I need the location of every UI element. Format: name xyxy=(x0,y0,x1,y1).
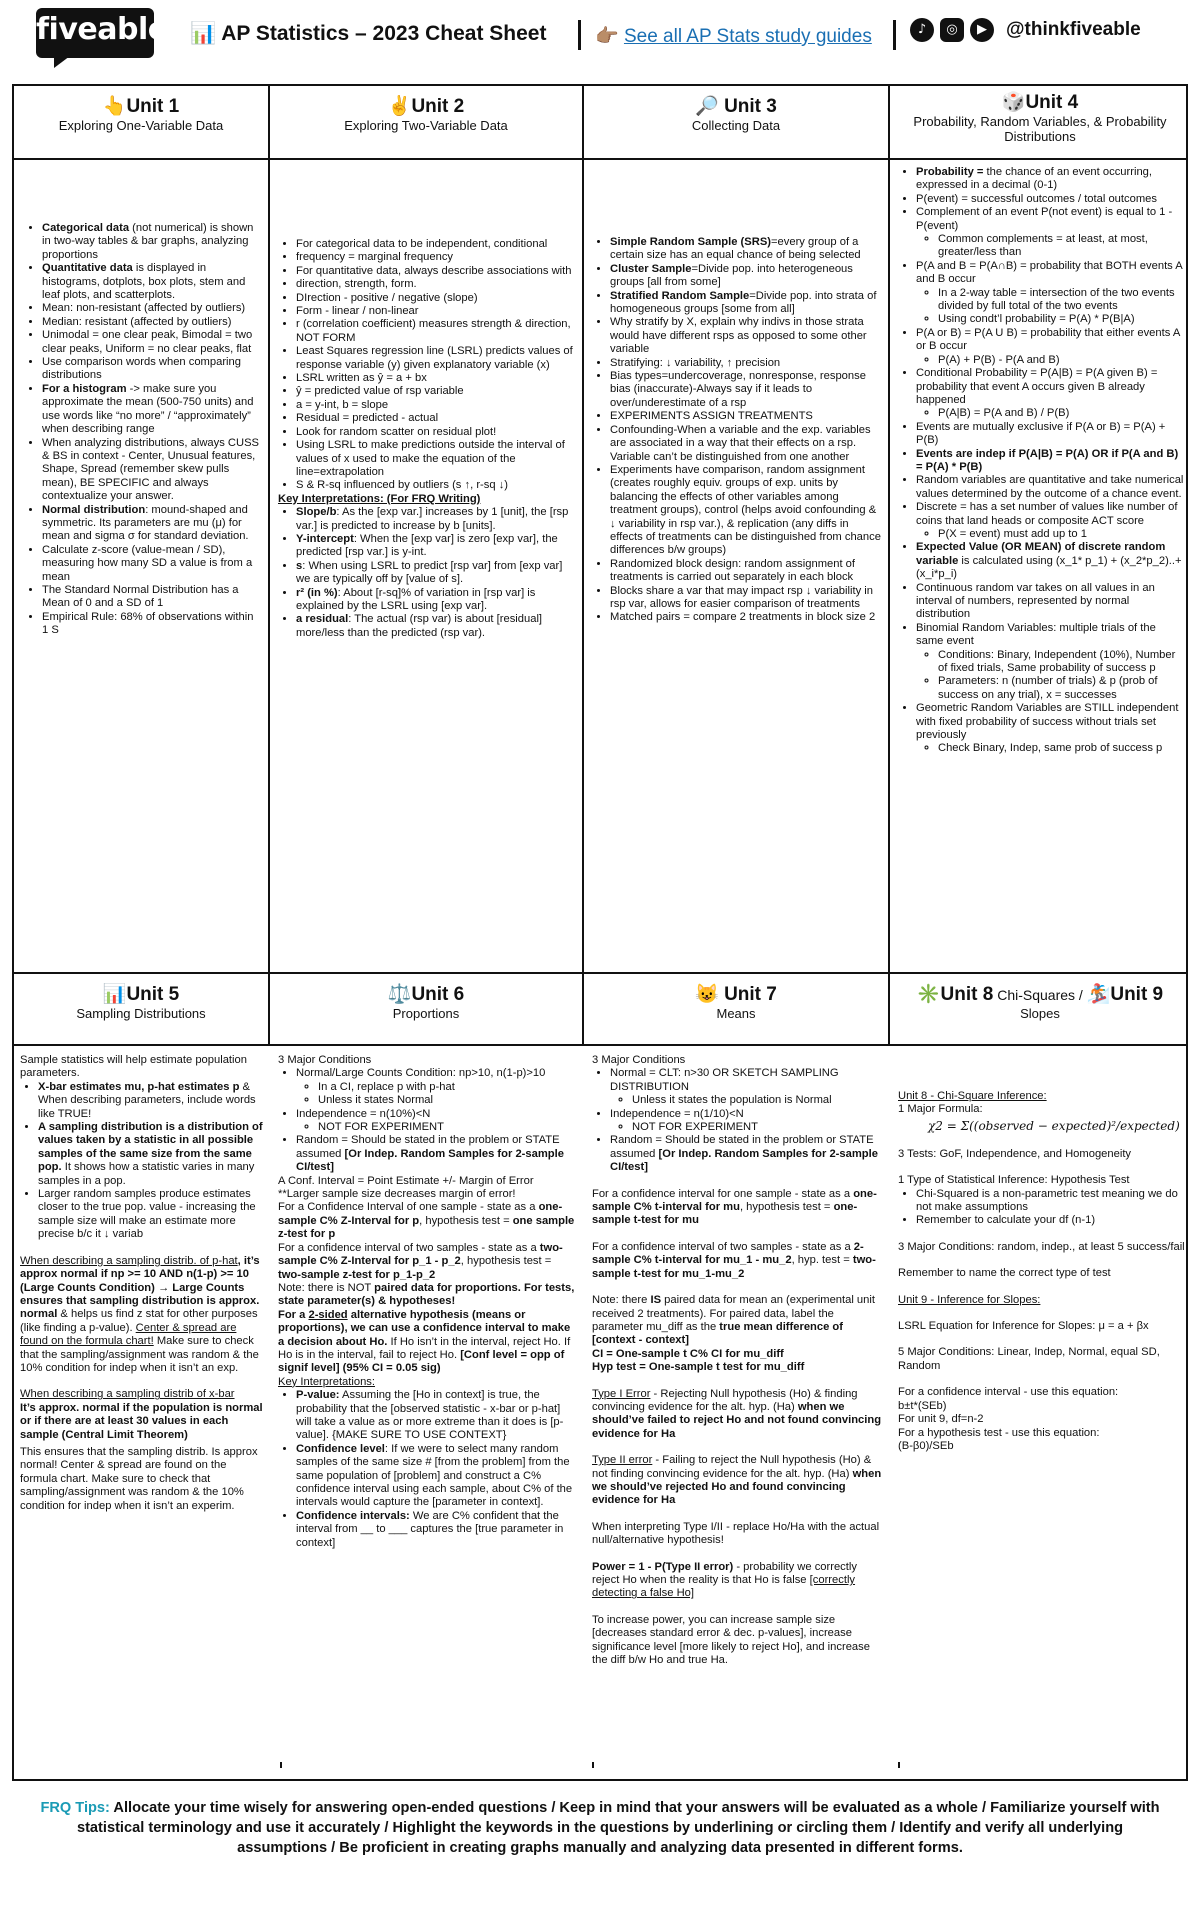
list-item: • Stratified Random Sample=Divide pop. into strata of homogeneous groups [some from all] xyxy=(610,290,882,317)
unit1-title: 👆Unit 1 xyxy=(102,96,180,117)
unit7-header xyxy=(584,984,888,1021)
instagram-icon[interactable]: ◎ xyxy=(940,18,964,42)
list-item: • EXPERIMENTS ASSIGN TREATMENTS xyxy=(610,410,882,423)
list-item: • Independence = n(10%)<N ◦ NOT FOR EXPERIMENT xyxy=(296,1108,576,1135)
list-item: • Normal = CLT: n>30 OR SKETCH SAMPLING DISTRIBUTION ◦ Unless it states the population is Normal xyxy=(610,1067,882,1107)
list-item: • LSRL written as ŷ = a + bx xyxy=(296,372,576,385)
row-divider xyxy=(14,972,1186,974)
list-item: • Confounding-When a variable and the exp. variables are associated in a way that their effects on a rsp. Variable can’t be distinguished from one another xyxy=(610,424,882,464)
list-item: • Events are mutually exclusive if P(A or B) = P(A) + P(B) xyxy=(916,421,1186,448)
list-item: • Expected Value (OR MEAN) of discrete random variable is calculated using (x_1* p_1) + (x_2*p_2)..+(x_i*p_i) xyxy=(916,541,1186,581)
unit9-lsrl: LSRL Equation for Inference for Slopes: μ = a + βx xyxy=(898,1320,1149,1333)
unit2-interpretations-list xyxy=(278,506,576,640)
list-item: • P(A and B = P(A∩B) = probability that BOTH events A and B occur ◦ In a 2-way table = intersection of the two events divided by full total of the two events ◦ Using condt’l probability = P(A) * P(B|A) xyxy=(916,260,1186,327)
list-item: • Conditional Probability = P(A|B) = P(A given B) = probability that event A occurs given B already happened ◦ P(A|B) = P(A and B) / P(B) xyxy=(916,367,1186,421)
col-divider-1a xyxy=(268,86,270,972)
list-item: • P-value: Assuming the [Ho in context] is true, the probability that the [observed statistic - x-bar or p-hat] will take a value as or more extreme than it does is [p-value]. {MAKE SURE TO USE CONTEXT} xyxy=(296,1389,576,1443)
list-item: • Using LSRL to make predictions outside the interval of values of x used to make the equation of the line=extrapolation xyxy=(296,439,576,479)
unit2-subtitle: Exploring Two-Variable Data xyxy=(344,118,508,133)
unit1-header xyxy=(14,96,268,133)
list-item: • ŷ = predicted value of rsp variable xyxy=(296,385,576,398)
unit9-title: 🏂Unit 9 xyxy=(1086,984,1164,1005)
list-item: • The Standard Normal Distribution has a Mean of 0 and a SD of 1 xyxy=(42,584,262,611)
unit2-key-interpretations: Key Interpretations: (For FRQ Writing) xyxy=(278,492,481,505)
list-item: • Look for random scatter on residual plot! xyxy=(296,426,576,439)
list-item: • Matched pairs = compare 2 treatments in block size 2 xyxy=(610,611,882,624)
unit8-title: ✳️Unit 8 xyxy=(916,984,994,1005)
list-item: • Normal distribution: mound-shaped and symmetric. Its parameters are mu (μ) for mean and sigma σ for standard deviation. xyxy=(42,504,262,544)
list-item: • Cluster Sample=Divide pop. into heterogeneous groups [all from some] xyxy=(610,263,882,290)
chi-square-formula: χ2 = Σ((observed − expected)²/expected) xyxy=(928,1118,1180,1133)
unit5-xbar-heading: When describing a sampling distrib of x-bar xyxy=(20,1388,235,1401)
page-header xyxy=(0,0,1200,84)
list-item: • Categorical data (not numerical) is shown in two-way tables & bar graphs, analyzing proportions xyxy=(42,222,262,262)
unit8-tests: 3 Tests: GoF, Independence, and Homogeneity xyxy=(898,1147,1132,1160)
list-item: • Events are indep if P(A|B) = P(A) OR if P(A and B) = P(A) * P(B) xyxy=(916,448,1186,475)
list-item: • frequency = marginal frequency xyxy=(296,251,576,264)
list-item: • Y-intercept: When the [exp var] is zero [exp var], the predicted [rsp var.] is y-int. xyxy=(296,533,576,560)
list-item: ◦ P(A) + P(B) - P(A and B) xyxy=(938,354,1186,367)
cheat-sheet-grid xyxy=(12,84,1188,1781)
list-item: ◦ NOT FOR EXPERIMENT xyxy=(318,1121,576,1134)
unit8-9-header xyxy=(890,984,1190,1021)
list-item: • Use comparison words when comparing distributions xyxy=(42,356,262,383)
list-item: • a residual: The actual (rsp var) is about [residual] more/less than the predicted (rsp var). xyxy=(296,613,576,640)
unit7-power: Power = 1 - P(Type II error) - probability we correctly reject Ho when the reality is that Ho is false [correctly detecting a false Ho] xyxy=(592,1560,857,1600)
list-item: • Quantitative data is displayed in histograms, dotplots, box plots, stem and leaf plots, and scatterplots. xyxy=(42,262,262,302)
list-item: ◦ Common complements = at least, at most, greater/less than xyxy=(938,233,1186,260)
divider-tick xyxy=(898,1762,900,1768)
unit6-key-heading: Key Interpretations: xyxy=(278,1375,376,1388)
list-item: • Empirical Rule: 68% of observations within 1 S xyxy=(42,611,262,638)
list-item: ◦ NOT FOR EXPERIMENT xyxy=(632,1121,882,1134)
col-divider-3a xyxy=(888,86,890,972)
page-title: 📊 AP Statistics – 2023 Cheat Sheet xyxy=(190,22,547,45)
unit9-test-heading: For a hypothesis test - use this equation: xyxy=(898,1426,1100,1439)
list-item: • P(event) = successful outcomes / total outcomes xyxy=(916,193,1186,206)
unit7-title: 😺 Unit 7 xyxy=(695,984,777,1005)
pointing-hand-icon: 👉🏽 xyxy=(595,26,619,47)
unit2-header xyxy=(270,96,582,133)
frq-tips xyxy=(30,1798,1170,1858)
list-item: • Binomial Random Variables: multiple trials of the same event ◦ Conditions: Binary, Independent (10%), Number of fixed trials, Same probability of success p ◦ Parameters: n (number of trials) & p (prob of success on any trial), x = successes xyxy=(916,622,1186,702)
list-item: • s: When using LSRL to predict [rsp var] from [exp var] we are typically off by [value of s]. xyxy=(296,560,576,587)
list-item: ◦ Unless it states the population is Normal xyxy=(632,1094,882,1107)
unit6-two-sided: For a 2-sided alternative hypothesis (means or proportions), we can use a confidence interval to make a decision about Ho. If Ho isn’t in the interval, reject Ho. If Ho is in the interval, fail to reject Ho. [Conf level = opp of signif level] (95% CI = 0.05 sig) xyxy=(278,1308,571,1375)
unit5-list xyxy=(20,1081,264,1242)
list-item: • Least Squares regression line (LSRL) predicts values of response variable (y) given explanatory variable (x) xyxy=(296,345,576,372)
frq-tips-label: FRQ Tips: xyxy=(40,1800,110,1816)
list-item: • Normal/Large Counts Condition: np>10, n(1-p)>10 ◦ In a CI, replace p with p-hat ◦ Unless it states Normal xyxy=(296,1067,576,1107)
list-item: • For a histogram -> make sure you approximate the mean (500-750 units) and use words like “no more” / “approximately” when describing range xyxy=(42,383,262,437)
unit7-type2: Type II error - Failing to reject the Null hypothesis (Ho) & not finding convincing evidence for the alt. hyp. (Ha) when we should’ve rejected Ho and found convincing evidence for Ha xyxy=(592,1454,882,1507)
list-item: • Independence = n(1/10)<N ◦ NOT FOR EXPERIMENT xyxy=(610,1108,882,1135)
unit6-note: Note: there is NOT paired data for proportions. For tests, state parameter(s) & hypotheses! xyxy=(278,1281,575,1308)
guides-link-container xyxy=(595,24,872,48)
unit7-conditions-list xyxy=(592,1067,882,1174)
list-item: • Chi-Squared is a non-parametric test meaning we do not make assumptions xyxy=(916,1188,1186,1215)
unit5-xbar-text: This ensures that the sampling distrib. Is approx normal! Center & spread are found on the formula chart. Make sure to check that sampling/assignment was random & the 10% condition for indep when it isn’t an experim. xyxy=(20,1445,258,1512)
list-item: • direction, strength, form. xyxy=(296,278,576,291)
unit3-list xyxy=(592,236,882,625)
unit5-phat-paragraph: When describing a sampling distrib. of p-hat, it’s approx normal if np >= 10 AND n(1-p) >= 10 (Large Counts Condition) → Large Counts ensures that sampling distribution is approx. normal & helps us find z stat for other purposes (like finding a p-value). Center & spread are found on the formula chart! Make sure to check that the sampling/assignment was random & the 10% condition for indep when it isn’t an exp. xyxy=(20,1254,260,1374)
frq-tips-text: Allocate your time wisely for answering open-ended questions / Keep in mind that your answers will be evaluated as a whole / Familiarize yourself with statistical terminology and use it accurately / Highlight the keywords in the questions by underlining or circling them / Identify and verify all underlying assumptions / Be proficient in creating graphs manually and analyzing data presented in different forms. xyxy=(76,1800,1160,1856)
list-item: • Complement of an event P(not event) is equal to 1 - P(event) ◦ Common complements = at least, at most, greater/less than xyxy=(916,206,1186,260)
unit6-one-sample: For a Confidence Interval of one sample - state as a one-sample C% Z-Interval for p, hypothesis test = one sample z-test for p xyxy=(278,1201,575,1241)
unit8-formula-heading: 1 Major Formula: xyxy=(898,1103,983,1116)
unit5-title: 📊Unit 5 xyxy=(102,984,180,1005)
list-item: • Blocks share a var that may impact rsp ↓ variability in rsp var, allows for easier comparison of treatments xyxy=(610,585,882,612)
unit7-subtitle: Means xyxy=(716,1006,756,1021)
list-item: • Confidence intervals: We are C% confident that the interval from __ to ___ captures the [true parameter in context] xyxy=(296,1510,576,1550)
list-item: • Confidence level: If we were to select many random samples of the same size # [from the problem] from the same population of [problem] and construct a C% confidence interval using each sample, about C% of the intervals would capture the [parameter in context]. xyxy=(296,1443,576,1510)
unit7-paired-note: Note: there IS paired data for mean an (experimental unit received 2 treatments). For paired data, label the parameter mu_diff as the true mean difference of [context - context] xyxy=(592,1294,875,1347)
unit7-one-sample: For a confidence interval for one sample - state as a one-sample C% t-interval for mu, hypothesis test = one-sample t-test for mu xyxy=(592,1187,877,1227)
list-item: ◦ Using condt’l probability = P(A) * P(B|A) xyxy=(938,313,1186,326)
list-item: • Form - linear / non-linear xyxy=(296,305,576,318)
unit9-df: For unit 9, df=n-2 xyxy=(898,1413,984,1426)
list-item: • For categorical data to be independent, conditional xyxy=(296,238,576,251)
list-item: • P(A or B) = P(A U B) = probability that either events A or B occur ◦ P(A) + P(B) - P(A and B) xyxy=(916,327,1186,367)
unit1-subtitle: Exploring One-Variable Data xyxy=(58,118,224,133)
unit6-conditions-heading: 3 Major Conditions xyxy=(278,1054,372,1066)
unit5-xbar-bold: It’s approx. normal if the population is normal or if there are at least 30 values in each sample (Central Limit Theorem) xyxy=(20,1401,263,1441)
list-item: • Mean: non-resistant (affected by outliers) xyxy=(42,302,262,315)
list-item: • Random variables are quantitative and take numerical values determined by the outcome of a chance event. xyxy=(916,474,1186,501)
unit2-list xyxy=(278,238,576,493)
list-item: • Stratifying: ↓ variability, ↑ precision xyxy=(610,357,882,370)
unit8-list xyxy=(898,1188,1186,1228)
list-item: • For quantitative data, always describe associations with xyxy=(296,265,576,278)
list-item: ◦ Unless it states Normal xyxy=(318,1094,576,1107)
unit5-content xyxy=(20,1054,264,1774)
row1-header-divider xyxy=(14,158,1186,160)
unit8-conditions: 3 Major Conditions: random, indep., at least 5 success/fail xyxy=(898,1240,1185,1253)
unit8-remember: Remember to name the correct type of test xyxy=(898,1267,1111,1280)
list-item: ◦ Conditions: Binary, Independent (10%), Number of fixed trials, Same probability of success p xyxy=(938,649,1186,676)
list-item: ◦ P(X = event) must add up to 1 xyxy=(938,528,1186,541)
unit9-ci-equation: b±t*(SEb) xyxy=(898,1399,947,1412)
social-divider xyxy=(893,20,896,50)
list-item: • r (correlation coefficient) measures strength & direction, NOT FORM xyxy=(296,318,576,345)
list-item: ◦ In a 2-way table = intersection of the two events divided by full total of the two events xyxy=(938,287,1186,314)
list-item: • X-bar estimates mu, p-hat estimates p & When describing parameters, include words like TRUE! xyxy=(38,1081,264,1121)
unit7-increase-power: To increase power, you can increase sample size [decreases standard error & dec. p-values], increase significance level [more likely to reject Ho], and increase the diff b/w Ho and true Ha. xyxy=(592,1613,870,1667)
list-item: • Bias types=undercoverage, nonresponse, response bias (inaccurate)-Always say if it leads to over/underestimate of a rsp xyxy=(610,370,882,410)
list-item: • Continuous random var takes on all values in an interval of numbers, represented by normal distribution xyxy=(916,582,1186,622)
unit5-header xyxy=(14,984,268,1021)
list-item: • DIrection - positive / negative (slope) xyxy=(296,292,576,305)
unit9-heading: Unit 9 - Inference for Slopes: xyxy=(898,1293,1041,1306)
divider-tick xyxy=(280,1762,282,1768)
title-divider xyxy=(578,20,581,50)
list-item: • Random = Should be stated in the problem or STATE assumed [Or Indep. Random Samples for 2-sample CI/test] xyxy=(610,1134,882,1174)
unit6-larger: **Larger sample size decreases margin of error! xyxy=(278,1188,516,1201)
unit8-heading: Unit 8 - Chi-Square Inference: xyxy=(898,1090,1047,1102)
unit6-two-sample: For a confidence interval of two samples - state as a two-sample C% Z-Interval for p_1 - p_2, hypothesis test = two-sample z-test for p_1-p_2 xyxy=(278,1241,563,1281)
unit3-content xyxy=(592,236,882,962)
list-item: ◦ In a CI, replace p with p-hat xyxy=(318,1081,576,1094)
fiveable-logo[interactable]: fiveable xyxy=(36,8,154,58)
unit8-subtitle: Chi-Squares / xyxy=(993,987,1087,1003)
unit5-subtitle: Sampling Distributions xyxy=(76,1006,206,1021)
unit4-header xyxy=(890,92,1190,144)
unit3-subtitle: Collecting Data xyxy=(691,118,781,133)
unit6-ci: A Conf. Interval = Point Estimate +/- Margin of Error xyxy=(278,1174,534,1187)
list-item: • A sampling distribution is a distribution of values taken by a statistic in all possible samples of the same size from the same pop. It shows how a statistic varies in many samples in a pop. xyxy=(38,1121,264,1188)
unit7-conditions-heading: 3 Major Conditions xyxy=(592,1054,686,1066)
list-item: • Randomized block design: random assignment of treatments is carried out separately in each block xyxy=(610,558,882,585)
unit1-content xyxy=(24,222,262,962)
unit8-type: 1 Type of Statistical Inference: Hypothesis Test xyxy=(898,1174,1130,1187)
list-item: ◦ Parameters: n (number of trials) & p (prob of success on any trial), x = successes xyxy=(938,675,1186,702)
unit7-type1: Type I Error - Rejecting Null hypothesis (Ho) & finding convincing evidence for the alt. hyp. (Ha) when we should’ve failed to reject Ho and not found convincing evidence for Ha xyxy=(592,1387,882,1440)
unit9-conditions: 5 Major Conditions: Linear, Indep, Normal, equal SD, Random xyxy=(898,1346,1160,1372)
list-item: • a = y-int, b = slope xyxy=(296,399,576,412)
youtube-icon[interactable]: ▶ xyxy=(970,18,994,42)
row2-header-divider xyxy=(14,1044,1186,1046)
unit4-content xyxy=(898,166,1186,966)
unit2-title: ✌️Unit 2 xyxy=(387,96,465,117)
unit9-test-equation: (B-β0)/SEb xyxy=(898,1439,954,1452)
unit7-interpreting: When interpreting Type I/II - replace Ho/Ha with the actual null/alternative hypothesis! xyxy=(592,1520,880,1547)
list-item: • Slope/b: As the [exp var.] increases by 1 [unit], the [rsp var.] is predicted to increase by b [units]. xyxy=(296,506,576,533)
list-item: • Residual = predicted - actual xyxy=(296,412,576,425)
tiktok-icon[interactable]: ♪ xyxy=(910,18,934,42)
list-item: • Discrete = has a set number of values like number of coins that land heads or composite ACT score ◦ P(X = event) must add up to 1 xyxy=(916,501,1186,541)
list-item: • Why stratify by X, explain why indivs in those strata would have different rsps as opposed to some other variable xyxy=(610,316,882,356)
unit7-paired-ci: CI = One-sample t C% CI for mu_diff xyxy=(592,1347,784,1360)
unit9-ci-heading: For a confidence interval - use this equation: xyxy=(898,1386,1119,1399)
list-item: • Probability = the chance of an event occurring, expressed in a decimal (0-1) xyxy=(916,166,1186,193)
list-item: ◦ P(A|B) = P(A and B) / P(B) xyxy=(938,407,1186,420)
list-item: • Unimodal = one clear peak, Bimodal = two clear peaks, Uniform = no clear peaks, flat xyxy=(42,329,262,356)
list-item: • Experiments have comparison, random assignment (creates roughly equiv. groups of exp. units by balancing the effects of other variables among treatment groups), control (helps avoid confounding & ↓ variability in rsp var.), & replication (any diffs in effects of treatments can be distinguished from chance differences b/w groups) xyxy=(610,464,882,558)
study-guides-link[interactable]: See all AP Stats study guides xyxy=(623,26,872,47)
unit4-list xyxy=(898,166,1186,756)
list-item: • Random = Should be stated in the problem or STATE assumed [Or Indep. Random Samples for 2-sample CI/test] xyxy=(296,1134,576,1174)
unit2-content xyxy=(278,238,576,962)
unit5-intro: Sample statistics will help estimate population parameters. xyxy=(20,1054,247,1080)
col-divider-2a xyxy=(582,86,584,972)
list-item: • Larger random samples produce estimates closer to the true pop. value - increasing the sample size will make an estimate more precise b/c it ↓ variab xyxy=(38,1188,264,1242)
list-item: • When analyzing distributions, always CUSS & BS in context - Center, Unusual features, Shape, Spread (remember skew pulls mean), BE SPECIFIC and always contextualize your answer. xyxy=(42,437,262,504)
unit6-subtitle: Proportions xyxy=(392,1006,460,1021)
list-item: • Median: resistant (affected by outliers) xyxy=(42,316,262,329)
unit7-two-sample: For a confidence interval of two samples - state as a 2-sample C% t-interval for mu_1 - mu_2, hyp. test = two-sample t-test for mu_1-mu_2 xyxy=(592,1240,876,1280)
unit4-title: 🎲Unit 4 xyxy=(1001,92,1079,113)
divider-tick xyxy=(592,1762,594,1768)
unit6-title: ⚖️Unit 6 xyxy=(387,984,465,1005)
social-handle[interactable]: @thinkfiveable xyxy=(1006,19,1141,40)
unit8-9-content xyxy=(898,1090,1186,1770)
unit7-content xyxy=(592,1054,882,1774)
unit6-interpretations-list xyxy=(278,1389,576,1550)
list-item: • r² (in %): About [r-sq]% of variation in [rsp var] is explained by the LSRL using [exp var]. xyxy=(296,587,576,614)
unit3-title: 🔎 Unit 3 xyxy=(695,96,777,117)
unit9-subtitle: Slopes xyxy=(1020,1006,1060,1021)
list-item: • Calculate z-score (value-mean / SD), measuring how many SD a value is from a mean xyxy=(42,544,262,584)
unit3-header xyxy=(584,96,888,133)
list-item: • S & R-sq influenced by outliers (s ↑, r-sq ↓) xyxy=(296,479,576,492)
unit7-paired-test: Hyp test = One-sample t test for mu_diff xyxy=(592,1361,805,1374)
list-item: • Remember to calculate your df (n-1) xyxy=(916,1214,1186,1227)
list-item: ◦ Check Binary, Indep, same prob of success p xyxy=(938,742,1186,755)
unit1-list xyxy=(24,222,262,638)
list-item: • Simple Random Sample (SRS)=every group of a certain size has an equal chance of being selected xyxy=(610,236,882,263)
list-item: • Geometric Random Variables are STILL independent with fixed probability of success without trials set previously ◦ Check Binary, Indep, same prob of success p xyxy=(916,702,1186,756)
unit6-header xyxy=(270,984,582,1021)
unit6-conditions-list xyxy=(278,1067,576,1174)
unit4-subtitle: Probability, Random Variables, & Probability Distributions xyxy=(913,114,1167,144)
social-links xyxy=(910,18,1141,42)
unit6-content xyxy=(278,1054,576,1774)
